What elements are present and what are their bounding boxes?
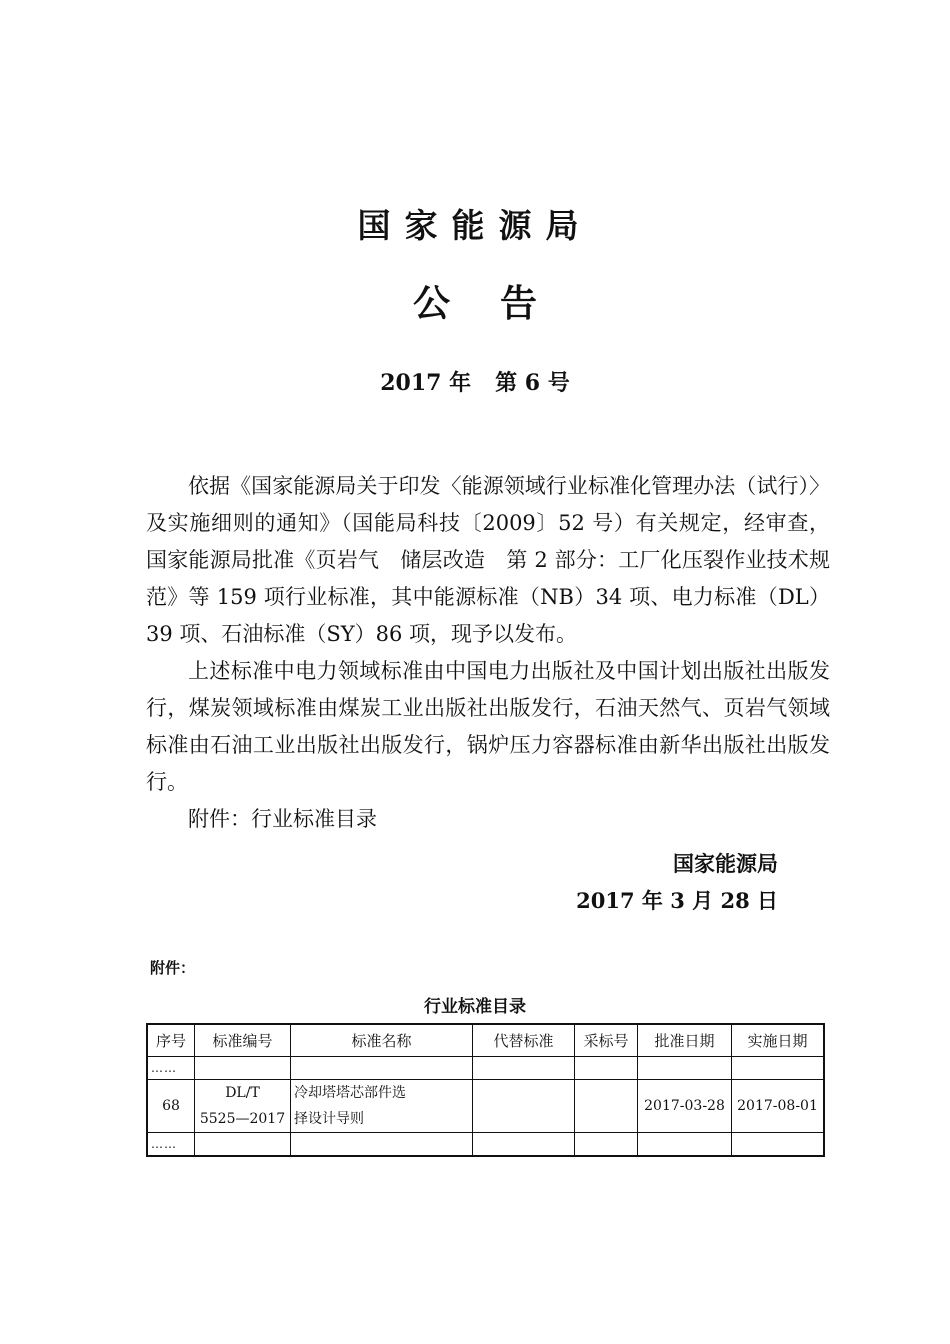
document-type-title: 公告 <box>413 282 587 325</box>
column-header: 实施日期 <box>732 1024 825 1057</box>
code-cell <box>195 1080 291 1133</box>
column-header: 标准名称 <box>291 1024 473 1057</box>
attachment-title: 行业标准目录 <box>424 997 526 1017</box>
column-header: 序号 <box>147 1024 195 1057</box>
attachment-reference: 附件：行业标准目录 <box>188 807 377 831</box>
issuing-org-title: 国家能源局 <box>357 206 593 245</box>
name-line: 冷却塔塔芯部件选 <box>294 1085 406 1101</box>
ellipsis-cell: …… <box>147 1133 195 1157</box>
column-header: 采标号 <box>575 1024 638 1057</box>
table-header-row <box>147 1024 824 1057</box>
signature-org: 国家能源局 <box>673 852 778 876</box>
name-cell <box>291 1080 473 1133</box>
standards-table <box>146 1023 825 1157</box>
table-row-ellipsis <box>147 1133 824 1157</box>
document-number <box>0 366 950 397</box>
seq-cell: 68 <box>147 1080 195 1133</box>
name-line: 择设计导则 <box>294 1111 364 1127</box>
ellipsis-cell: …… <box>147 1057 195 1080</box>
document-year: 2017 年 <box>380 370 472 396</box>
column-header: 代替标准 <box>473 1024 575 1057</box>
table-row-ellipsis <box>147 1057 824 1080</box>
effective-date-cell: 2017-08-01 <box>732 1080 825 1133</box>
body-paragraph: 上述标准中电力领域标准由中国电力出版社及中国计划出版社出版发行，煤炭领域标准由煤炭工业出版社出版发行，石油天然气、页岩气领域标准由石油工业出版社出版发行，锅炉压力容器标准由新华出版社出版发行。 <box>146 659 830 794</box>
document-issue-number: 第 6 号 <box>495 370 570 396</box>
table-row <box>147 1080 824 1133</box>
announcement-body <box>146 468 830 838</box>
approved-date-cell: 2017-03-28 <box>638 1080 732 1133</box>
replaces-cell <box>473 1080 575 1133</box>
column-header: 批准日期 <box>638 1024 732 1057</box>
code-line: DL/T <box>225 1085 260 1101</box>
signature-date: 2017 年 3 月 28 日 <box>576 888 778 913</box>
attachment-label: 附件： <box>150 959 196 977</box>
code-line: 5525—2017 <box>199 1111 286 1127</box>
adopted-cell <box>575 1080 638 1133</box>
body-paragraph: 依据《国家能源局关于印发〈能源领域行业标准化管理办法（试行）〉及实施细则的通知》（国能局科技〔2009〕52 号）有关规定，经审查，国家能源局批准《页岩气 储层改造 第 2 部分：工厂化压裂作业技术规范》等 159 项行业标准，其中能源标准（NB）34 项、电力标准（DL）39 项、石油标准（SY）86 项，现予以发布。 <box>146 474 830 646</box>
column-header: 标准编号 <box>195 1024 291 1057</box>
